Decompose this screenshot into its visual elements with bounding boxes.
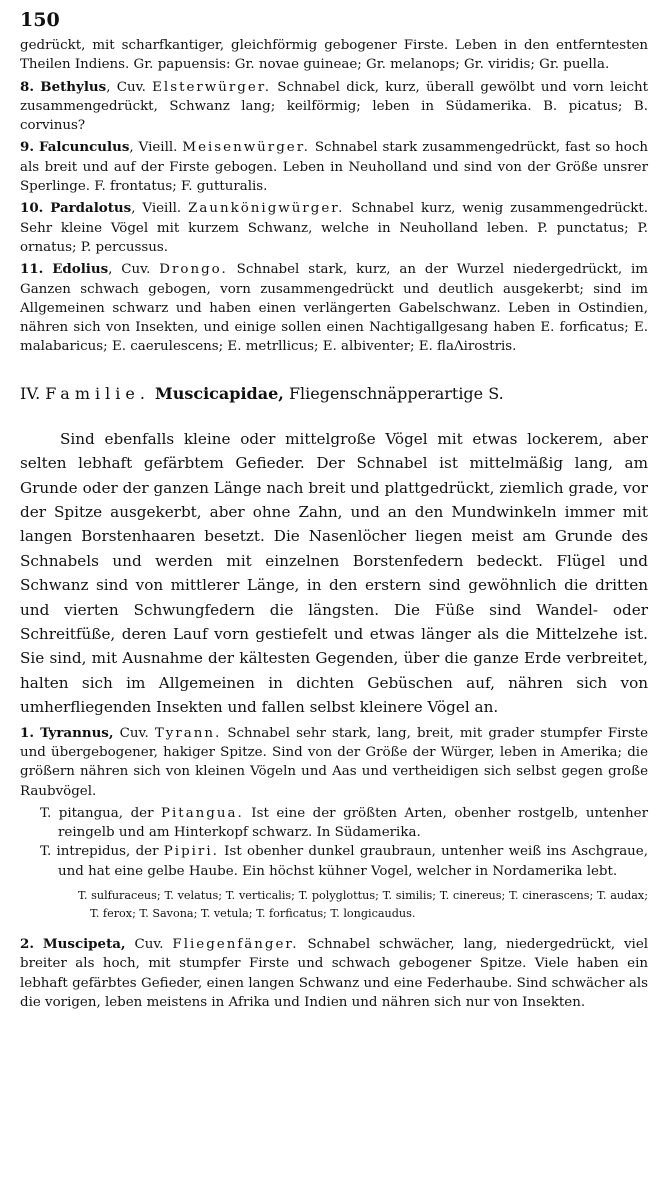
entry-text: Schnabel sehr stark, lang, breit, mit grader stumpfer Firste und übergebogener, hakiger Spitze. Sind von der Größe der Würger, leben in Amerika; die größern nähren sich von kleinen Vögeln und Aas und vertheidigen sich selbst gegen große Raubvögel. <box>20 725 648 799</box>
author: Cuv. <box>134 937 164 952</box>
genus-entry-pardalotus: 10. Pardalotus, Vieill. Zaunkönigwürger. Schnabel kurz, wenig zusammengedrückt. Sehr kleine Vögel mit kurzem Schwanz, welche in Neuholland leben. P. punctatus; P. ornatus; P. percussus. <box>20 200 648 255</box>
common-name: Drongo. <box>159 262 228 278</box>
author: Vieill. <box>138 140 178 156</box>
family-number: IV. <box>20 383 41 403</box>
species-common: Pitangua. <box>161 805 244 821</box>
entry-number: 10. <box>20 200 44 217</box>
species-text: Ist obenher dunkel graubraun, untenher weiß ins Aschgraue, und hat eine gelbe Haube. Ein höchst kühner Vogel, welcher in Nordamerika lebt. <box>58 844 648 879</box>
common-name: Zaunkönigwürger. <box>188 201 345 217</box>
species-entry-intrepidus <box>20 842 648 881</box>
genus-entry-tyrannus <box>20 724 648 801</box>
family-description: Sind ebenfalls kleine oder mittelgroße Vögel mit etwas lockerem, aber selten lebhaft gefärbtem Gefieder. Der Schnabel ist mittelmäßig lang, am Grunde oder der ganzen Länge nach breit und plattgedrückt, ziemlich grade, vor der Spitze ausgekerbt, aber ohne Zahn, und an den Mundwinkeln immer mit langen Borstenhaaren besetzt. Die Nasenlöcher liegen meist am Grunde des Schnabels und werden mit einzelnen Borstenfedern bedeckt. Flügel und Schwanz sind von mittlerer Länge, in den erstern sind gewöhnlich die dritten und vierten Schwungfedern die längsten. Die Füße sind Wandel- oder Schreitfüße, deren Lauf vorn gestiefelt und etwas länger als die Mittelzehe ist. Sie sind, mit Ausnahme der kältesten Gegenden, über die ganze Erde verbreitet, halten sich im Allgemeinen in dichten Gebüschen auf, nähren sich von umherfliegenden Insekten und fallen selbst kleinere Vögel an. <box>20 429 648 717</box>
genus-entry-edolius: 11. Edolius, Cuv. Drongo. Schnabel stark, kurz, an der Wurzel niedergedrückt, im Ganzen schwach gebogen, vorn zusammengedrückt und deutlich ausgekerbt; sind im Allgemeinen schwarz und haben einen verlängerten Gabelschwanz. Leben in Ostindien, nähren sich von Insekten, und einige sollen einen Nachtigallgesang haben E. forficatus; E. malabaricus; E. caerulescens; E. metrllicus; E. albiventer; E. flaΛirostris. <box>20 261 649 355</box>
entry-text: Schnabel schwächer, lang, niedergedrückt, viel breiter als hoch, mit stumpfer Firste und schwach gebogener Spitze. Viele haben ein lebhaft gefärbtes Gefieder, einen langen Schwanz und eine Federhaube. Sind schwächer als die vorigen, leben meistens in Afrika und Indien und nähren sich nur von Insekten. <box>20 937 649 1010</box>
entry-text: Schnabel stark, kurz, an der Wurzel niedergedrückt, im Ganzen schwach gebogen, vorn zusammengedrückt und deutlich ausgekerbt; sind im Allgemeinen schwarz und haben einen verlängerten Gabelschwanz. Leben in Ostindien, nähren sich von Insekten, und einige sollen einen Nachtigallgesang haben E. forficatus; E. malabaricus; E. caerulescens; E. metrllicus; E. albiventer; E. flaΛirostris. <box>20 262 649 355</box>
entry-text: Schnabel stark zusammengedrückt, fast so hoch als breit und auf der Firste gebogen. Leben in Neuholland und sind von der Größe unsrer Sperlinge. F. frontatus; F. gutturalis. <box>20 140 648 195</box>
entry-text: Schnabel dick, kurz, überall gewölbt und vorn leicht zusammengedrückt, Schwanz lang; keilförmig; leben in Südamerika. B. picatus; B. corvinus? <box>20 79 648 134</box>
author: Cuv. <box>119 725 149 741</box>
genus-name: Edolius <box>52 261 109 278</box>
species-list: T. sulfuraceus; T. velatus; T. verticalis; T. polyglottus; T. similis; T. cinereus; T. cinerascens; T. audax; T. ferox; T. Savona; T. vetula; T. forficatus; T. longicaudus. <box>78 889 648 920</box>
genus-entry-falcunculus: 9. Falcunculus, Vieill. Meisenwürger. Schnabel stark zusammengedrückt, fast so hoch als breit und auf der Firste gebogen. Leben in Neuholland und sind von der Größe unsrer Sperlinge. F. frontatus; F. gutturalis. <box>20 139 648 195</box>
family-heading <box>20 383 648 405</box>
genus-entry-muscipeta <box>20 935 648 1012</box>
entry-number: 8. <box>20 78 34 95</box>
author: Cuv. <box>116 79 146 95</box>
family-label: Familie. <box>45 383 150 403</box>
author: Vieill. <box>142 201 182 217</box>
genus-name: Falcunculus <box>38 139 130 156</box>
entry-number: 11. <box>20 261 44 278</box>
genus-name: Tyrannus, <box>40 724 114 741</box>
species-text: Ist eine der größten Arten, obenher rostgelb, untenher reingelb und am Hinterkopf schwarz. In Südamerika. <box>58 805 648 841</box>
species-latin: T. pitangua, der <box>40 805 154 821</box>
common-name: Elsterwürger. <box>152 79 271 95</box>
species-latin: T. intrepidus, der <box>40 844 159 860</box>
entry-text: Schnabel kurz, wenig zusammengedrückt. Sehr kleine Vögel mit kurzem Schwanz, welche in Neuholland leben. P. punctatus; P. ornatus; P. percussus. <box>20 201 648 255</box>
genus-name: Pardalotus <box>50 200 132 217</box>
species-common: Pipiri. <box>163 844 219 860</box>
entry-number: 9. <box>20 139 34 156</box>
common-name: Meisenwürger. <box>182 140 310 156</box>
common-name: Fliegenfänger. <box>172 937 299 952</box>
entry-number: 1. <box>20 724 34 741</box>
genus-name: Muscipeta, <box>42 936 126 952</box>
author: Cuv. <box>121 262 151 278</box>
page-number: 150 <box>20 9 60 31</box>
continued-paragraph: gedrückt, mit scharfkantiger, gleichförmig gebogener Firste. Leben in den entferntesten Theilen Indiens. Gr. papuensis: Gr. novae guineae; Gr. melanops; Gr. viridis; Gr. puella. <box>20 38 648 73</box>
entry-number: 2. <box>20 936 34 952</box>
species-entry-pitangua <box>20 804 648 843</box>
common-name: Tyrann. <box>154 725 222 741</box>
genus-entry-bethylus: 8. Bethylus, Cuv. Elsterwürger. Schnabel dick, kurz, überall gewölbt und vorn leicht zusammengedrückt, Schwanz lang; keilförmig; leben in Südamerika. B. picatus; B. corvinus? <box>20 78 648 134</box>
genus-name: Bethylus <box>40 78 107 95</box>
family-common-name: Fliegenschnäpperartige S. <box>288 383 504 403</box>
family-latin-name: Muscicapidae, <box>155 383 284 403</box>
